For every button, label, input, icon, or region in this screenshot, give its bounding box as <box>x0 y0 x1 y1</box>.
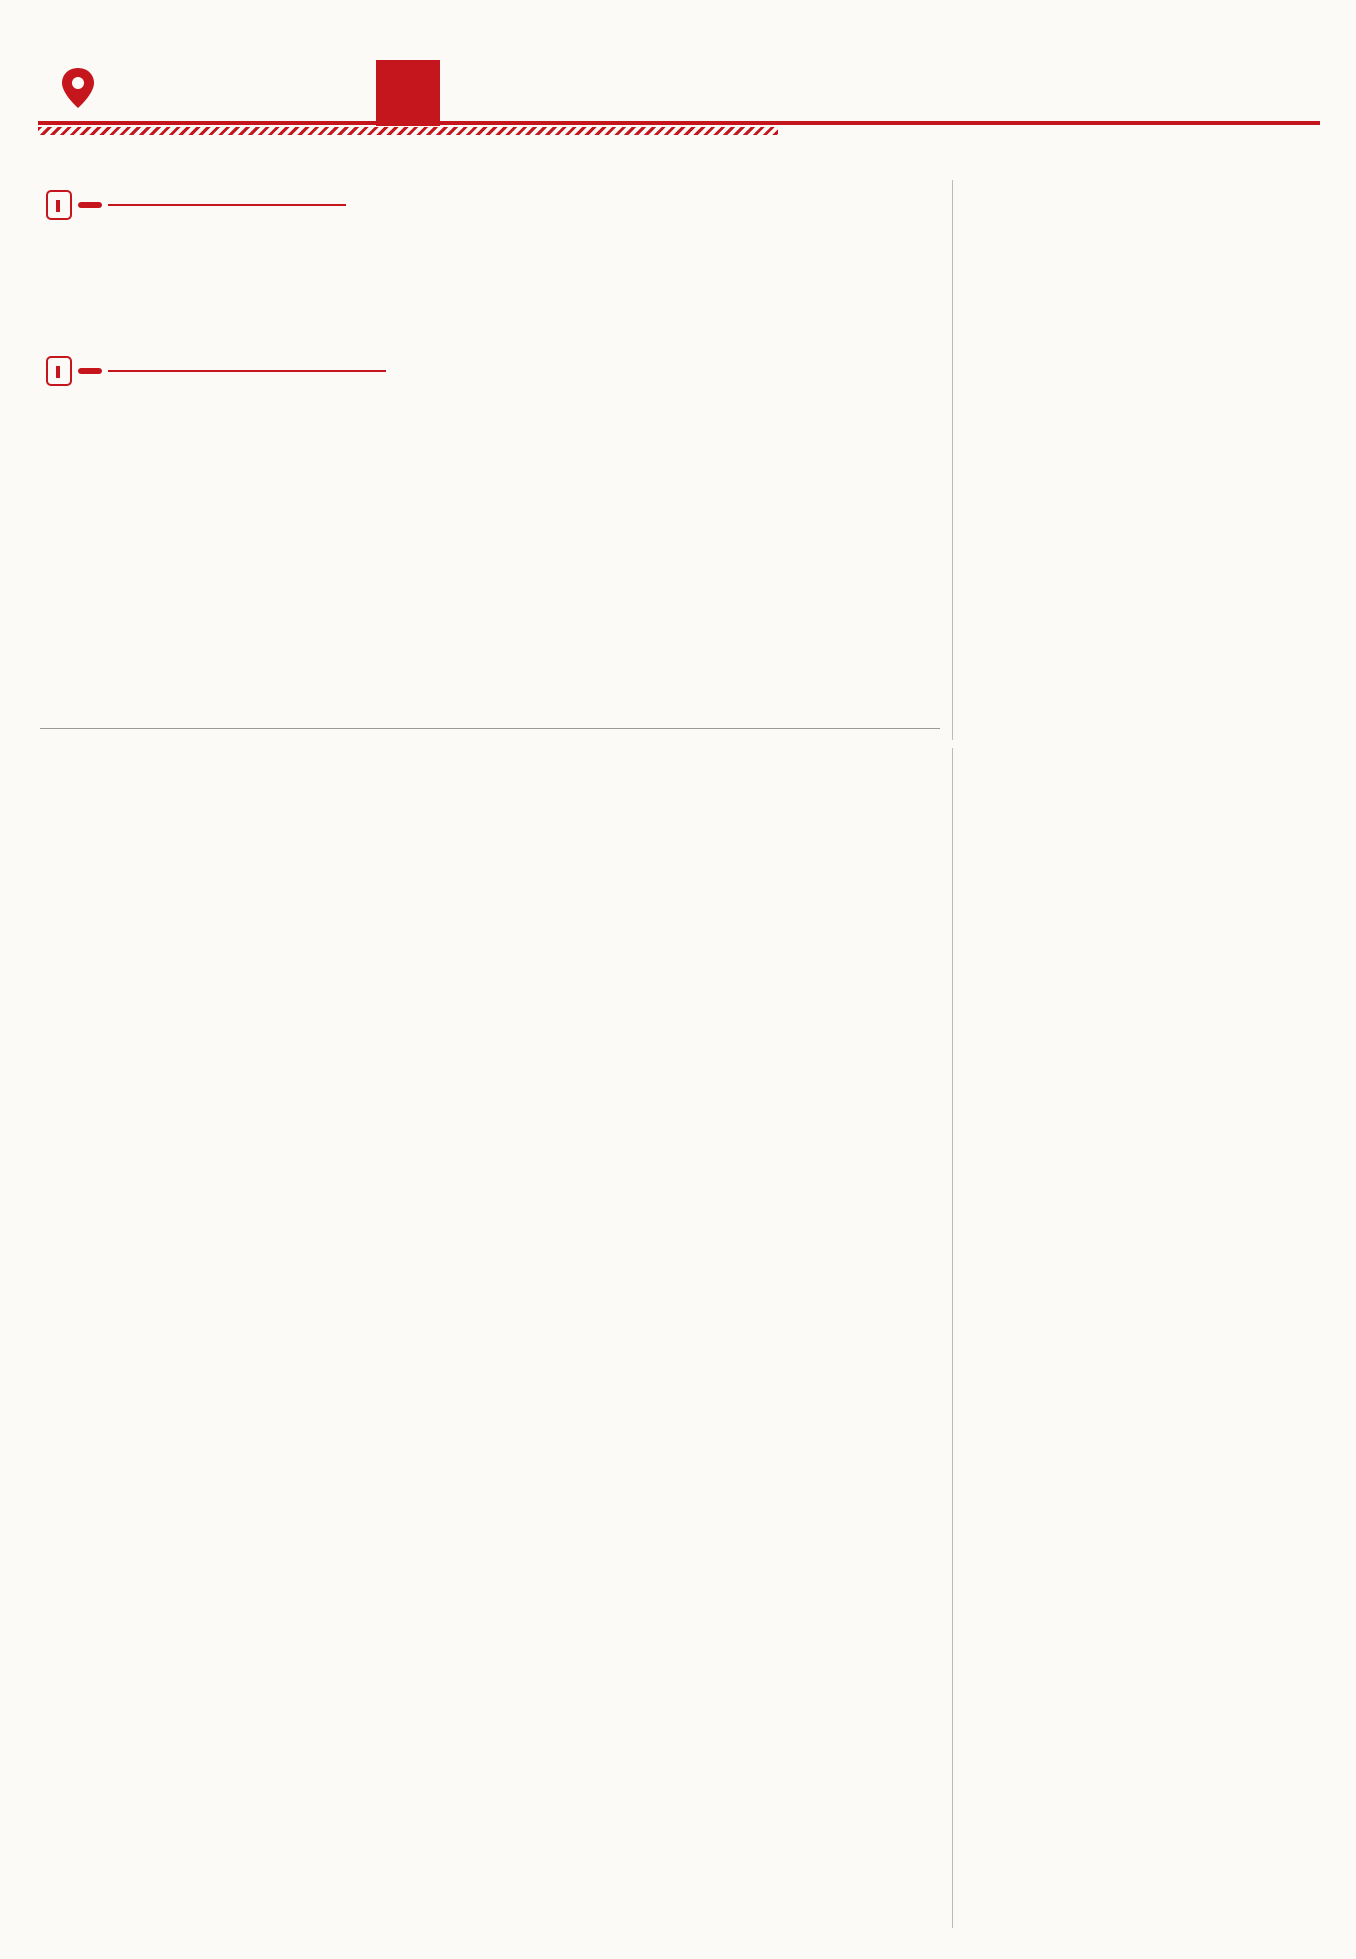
column-tag <box>46 190 346 220</box>
tag-icon <box>46 356 72 386</box>
tag-label <box>78 202 102 208</box>
tag-icon <box>46 190 72 220</box>
story1-column <box>48 334 256 720</box>
story1-column <box>492 334 700 720</box>
location-pin-icon <box>58 66 98 110</box>
tag-label <box>78 368 102 374</box>
column-tag <box>46 356 386 386</box>
header-stripe <box>38 127 778 135</box>
header-rule <box>38 121 1320 125</box>
column-divider <box>952 748 953 1928</box>
story1-column <box>270 334 478 720</box>
column-divider <box>952 180 953 740</box>
story-separator <box>40 728 940 729</box>
page-number <box>376 60 440 126</box>
story1-column <box>714 334 926 720</box>
